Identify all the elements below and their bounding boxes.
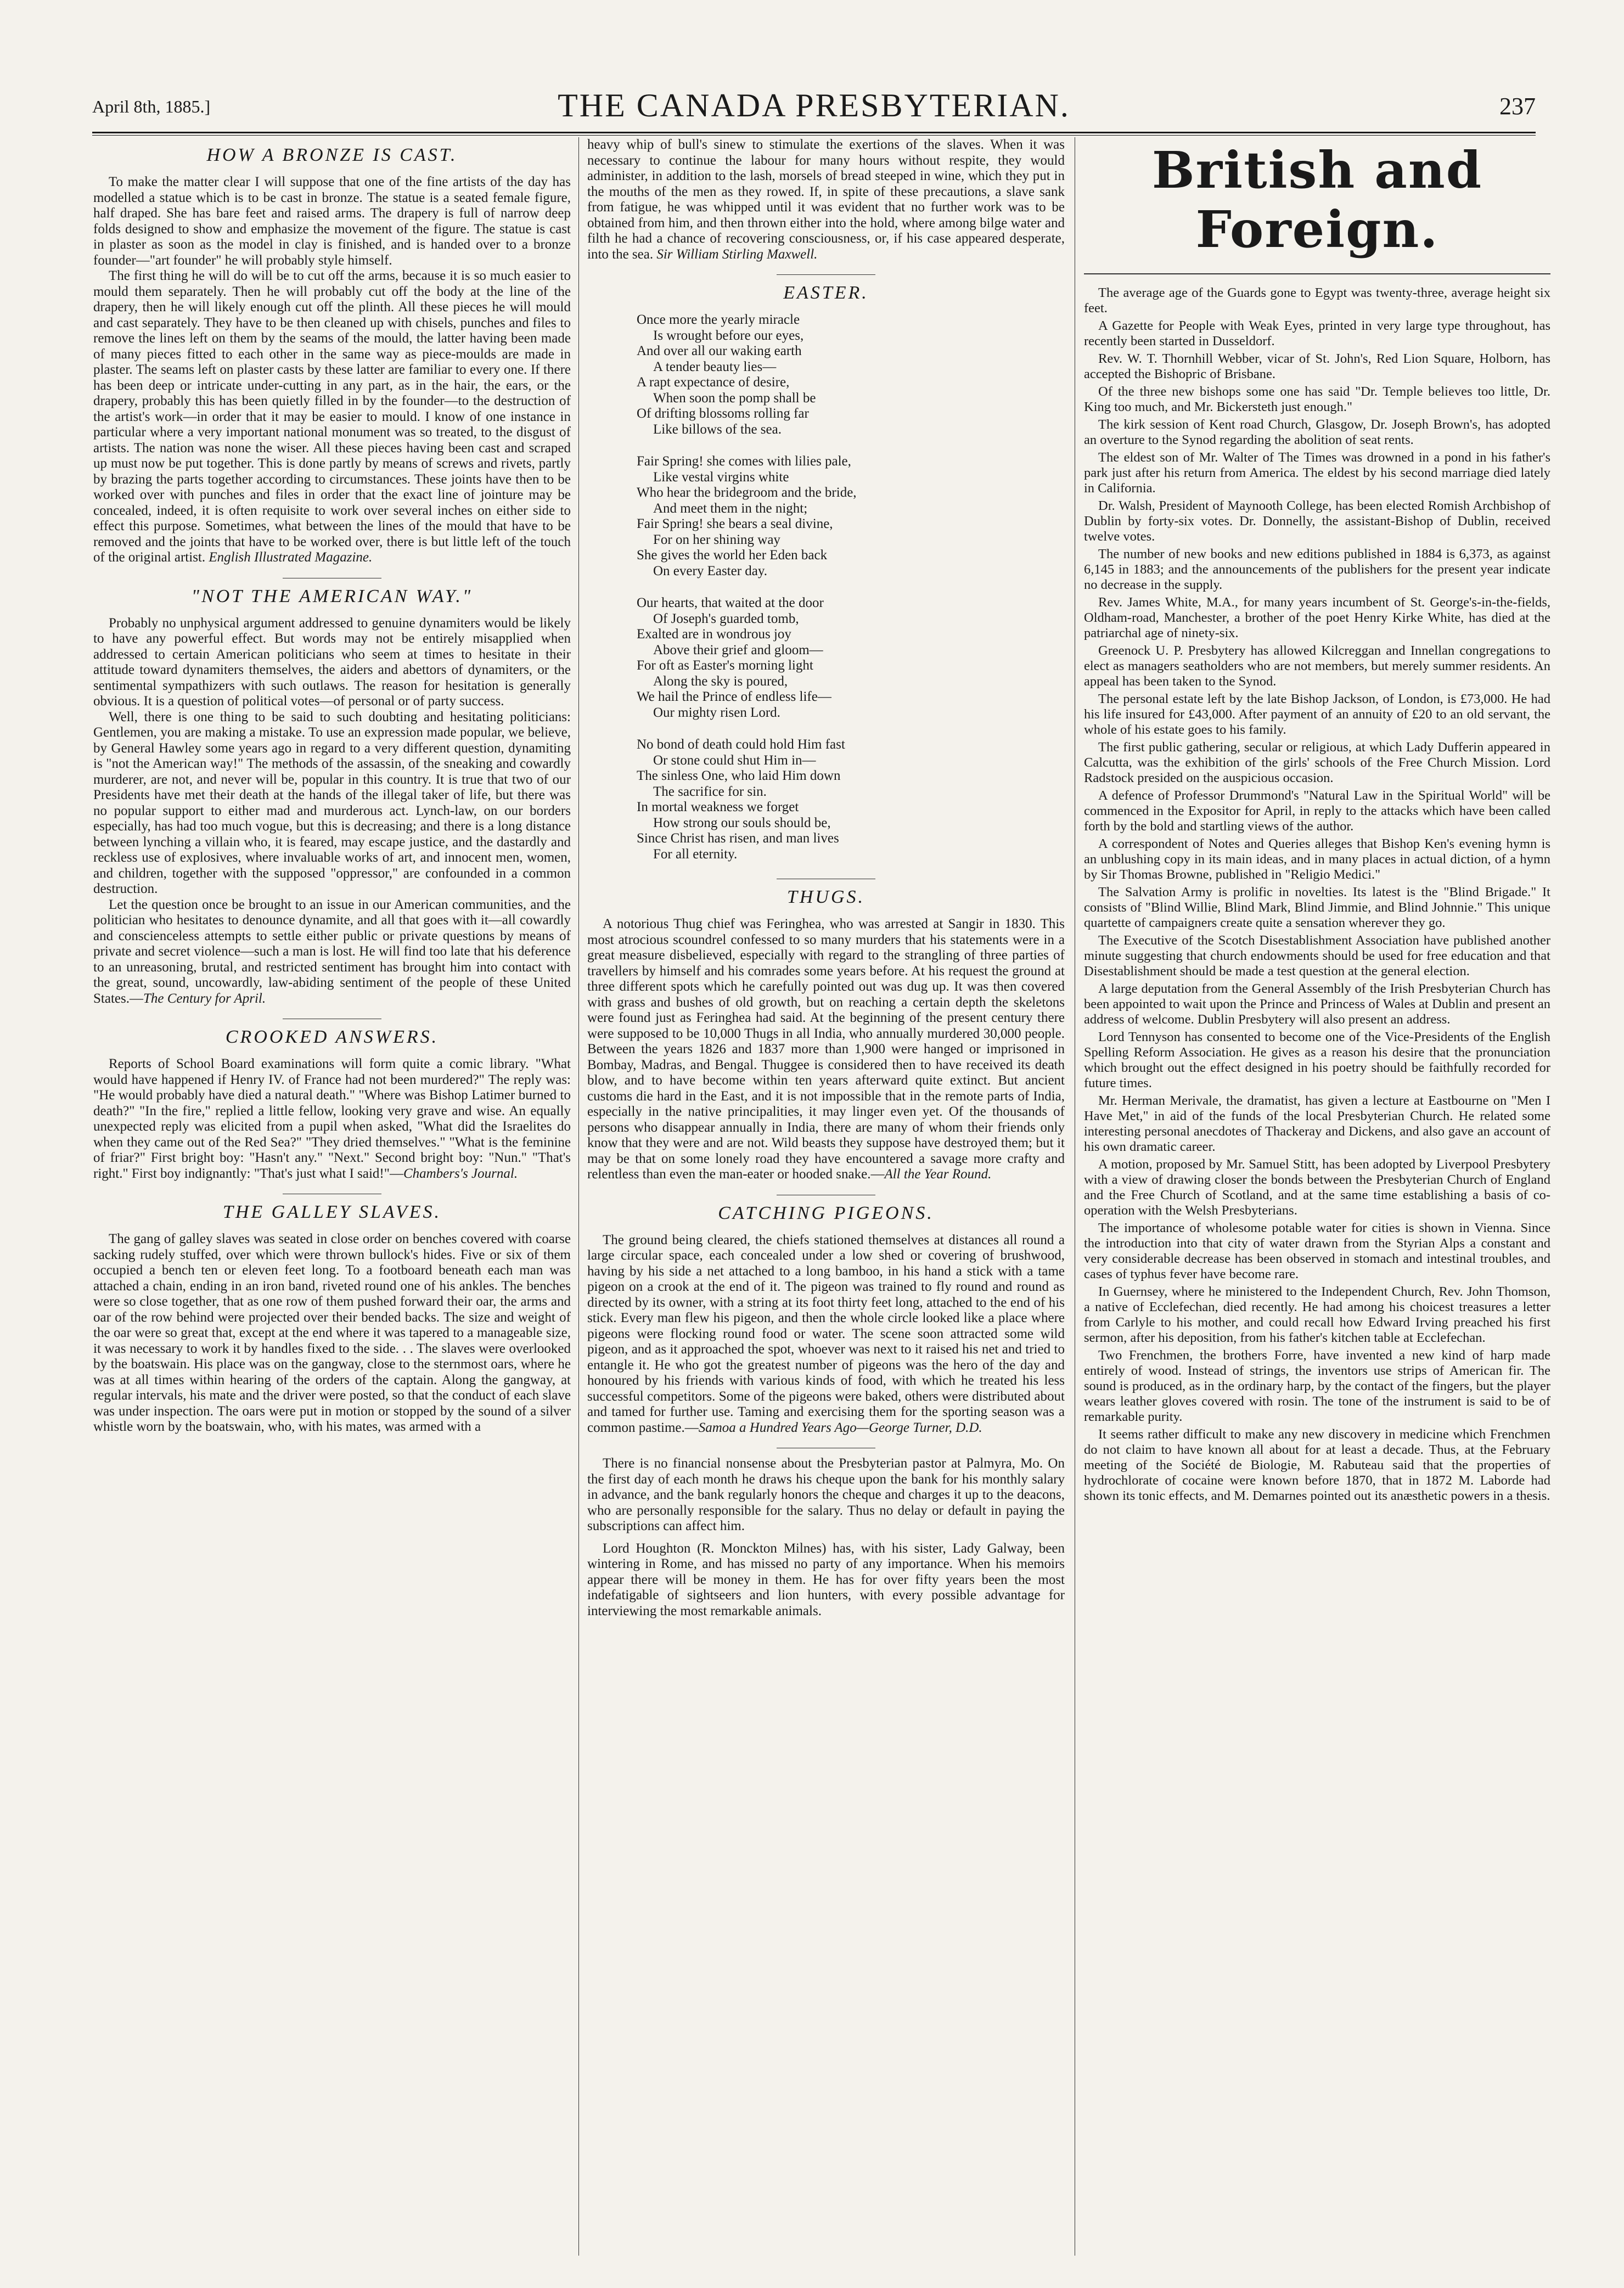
- issue-date: April 8th, 1885.]: [92, 97, 211, 116]
- poem-line: No bond of death could hold Him fast: [637, 737, 845, 752]
- poem-line: The sinless One, who laid Him down: [637, 768, 841, 783]
- poem-line: For oft as Easter's morning light: [637, 658, 813, 673]
- news-items-list: [1084, 285, 1550, 1504]
- poem-line: Who hear the bridegroom and the bride,: [637, 485, 857, 500]
- poem-line: Is wrought before our eyes,: [653, 328, 804, 343]
- poem-line: Fair Spring! she bears a seal divine,: [637, 516, 833, 531]
- page-header: [92, 87, 1536, 131]
- article-paragraph: Probably no unphysical argument addressed to genuine dynamiters would be likely to have any powerful effect. But words may not be entirely misapplied when addressed to certain American politicians who seem at times to hesitate in their attitude toward dynamiters themselves, the aiders and abettors of dynamiters, or the sentimental sympathizers with such outlaws. The reason for hesitation is generally obvious. It is a question of political votes—of personal or of party success.: [93, 615, 571, 709]
- article-paragraph: Well, there is one thing to be said to such doubting and hesitating politicians: Gentlemen, you are making a mistake. To use an expression made popular, we believe, by General Hawley some years ago in regard to a very different question, dynamiting is "not the American way!" The methods of the assassin, of the sneaking and cowardly murderer, are not, and never will be, popular in this country. It is true that two of our Presidents have met their death at the hands of the illegal taker of life, but there was no popular support to either mad and murderous act. Lynch-law, on our borders especially, has had too much vogue, but this is decreasing; and there is a long distance between lynching a villain who, it is feared, may escape justice, and the dastardly and reckless use of explosives, where invaluable works of art, and innocent men, women, and children, together with the supposed "oppressor," are confounded in a common destruction.: [93, 709, 571, 896]
- poem-line: The sacrifice for sin.: [653, 784, 767, 799]
- news-item: Of the three new bishops some one has said "Dr. Temple believes too little, Dr. King too much, and Mr. Bickersteth just enough.": [1084, 384, 1550, 414]
- article-title: CATCHING PIGEONS.: [718, 1202, 934, 1223]
- news-item: The kirk session of Kent road Church, Glasgow, Dr. Joseph Brown's, has adopted an overture to the Synod regarding the abolition of seat rents.: [1084, 417, 1550, 447]
- poem-line: Like vestal virgins white: [653, 469, 789, 485]
- section-rule: [777, 274, 875, 275]
- notes-block: [587, 1456, 1065, 1619]
- poem-line: And meet them in the night;: [653, 501, 808, 516]
- article-source: The Century for April.: [143, 991, 266, 1006]
- news-item: A Gazette for People with Weak Eyes, printed in very large type throughout, has recently been started in Dusseldorf.: [1084, 318, 1550, 348]
- column-2: [587, 137, 1065, 2261]
- poem-line: Our hearts, that waited at the door: [637, 595, 824, 610]
- article-paragraph: Let the question once be brought to an issue in our American communities, and the politician who hesitates to denounce dynamite, and all that goes with it—all cowardly and conscienceless attempts to settle either public or private questions by means of private and secret violence—such a man is lost. He will find too late that his deference to an unreasoning, brutal, and restricted sentiment has brought him into contact with the great, sound, uncowardly, law-abiding sentiment of the people of these United States.—The Century for April.: [93, 897, 571, 1006]
- header-rule: [92, 132, 1536, 133]
- news-item: Dr. Walsh, President of Maynooth College, has been elected Romish Archbishop of Dublin by forty-six votes. Dr. Donnelly, the assistant-Bishop of Dublin, received twelve votes.: [1084, 498, 1550, 544]
- news-item: The average age of the Guards gone to Egypt was twenty-three, average height six feet.: [1084, 285, 1550, 316]
- news-item: A motion, proposed by Mr. Samuel Stitt, has been adopted by Liverpool Presbytery with a view of drawing closer the bonds between the Presbyterian Church of England and the Free Church of Scotland, and at the same time establishing a basis of co-operation with the Welsh Presbyterians.: [1084, 1157, 1550, 1218]
- poem-line: Like billows of the sea.: [653, 421, 782, 437]
- poem-line: Our mighty risen Lord.: [653, 705, 780, 720]
- article-source: English Illustrated Magazine.: [209, 550, 373, 565]
- article-catching-pigeons: [587, 1203, 1065, 1436]
- article-title: CROOKED ANSWERS.: [225, 1027, 439, 1047]
- poem-easter: [587, 283, 1065, 862]
- poem-line: How strong our souls should be,: [653, 815, 831, 830]
- article-bronze: [93, 145, 571, 566]
- article-source: Chambers's Journal.: [403, 1166, 518, 1181]
- masthead-title: THE CANADA PRESBYTERIAN.: [558, 87, 1070, 123]
- poem-line: Or stone could shut Him in—: [653, 752, 816, 768]
- news-item: A correspondent of Notes and Queries alleges that Bishop Ken's evening hymn is an unblushing copy in its main ideas, and in many places in actual diction, of a hymn by Sir Thomas Browne, published in "Religio Medici.": [1084, 836, 1550, 882]
- poem-line: Above their grief and gloom—: [653, 642, 823, 657]
- poem-line: And over all our waking earth: [637, 344, 802, 358]
- article-paragraph: A notorious Thug chief was Feringhea, who was arrested at Sangir in 1830. This most atrocious scoundrel confessed to so many murders that his statements were in a great measure disbelieved, especially with regard to the strangling of three parties of travellers by himself and his comrades some years before. At his request the ground at three different spots which he carefully pointed out was dug up. It was then covered with grass and bushes of old growth, but on reaching a certain depth the skeletons were found just as Feringhea had said. At the beginning of the present century there were supposed to be 10,000 Thugs in all India, who annually murdered 30,000 people. Between the years 1826 and 1837 more than 1,900 were hanged or imprisoned in Bombay, Madras, and Bengal. Thuggee is considered then to have received its death blow, and to have become within ten years afterward quite extinct. But ancient customs die hard in the East, and it is not impossible that in the remote parts of India, especially in the native principalities, it may linger even yet. Of the thousands of persons who disappear annually in India, there are many of whom their friends only know that they were and are not. Wild beasts they suppose have destroyed them; but it may be that on some lonely road they have encountered a savage more crafty and relentless than even the man-eater or hooded snake.—All the Year Round.: [587, 917, 1065, 1182]
- article-source: All the Year Round.: [884, 1167, 992, 1182]
- news-item: It seems rather difficult to make any new discovery in medicine which Frenchmen do not claim to have known all about for at least a decade. Thus, at the February meeting of the Société de Biologie, M. Rabuteau said that the properties of hydrochlorate of cocaine were known before 1870, that in 1872 M. Laborde had shown its tonic effects, and M. Demarnes pointed out its anæsthetic powers in a thesis.: [1084, 1427, 1550, 1503]
- news-item: Two Frenchmen, the brothers Forre, have invented a new kind of harp made entirely of wood. Instead of strings, the inventors use strips of American fir. The sound is produced, as in the ordinary harp, by the contact of the fingers, but the player wears leather gloves covered with rosin. The tone of the instrument is said to be of remarkable purity.: [1084, 1348, 1550, 1424]
- news-item: Greenock U. P. Presbytery has allowed Kilcreggan and Innellan congregations to elect as managers seatholders who are not members, but merely summer residents. An appeal has been taken to the Synod.: [1084, 643, 1550, 689]
- article-galley-slaves: [93, 1202, 571, 1435]
- article-title: "NOT THE AMERICAN WAY.": [191, 586, 473, 606]
- poem-line: Fair Spring! she comes with lilies pale,: [637, 454, 851, 469]
- poem-line: A tender beauty lies—: [653, 359, 777, 374]
- page-number: 237: [1499, 93, 1536, 120]
- poem-line: In mortal weakness we forget: [637, 800, 799, 814]
- article-paragraph: The first thing he will do will be to cut off the arms, because it is so much easier to mould them separately. Then he will probably cut off the body at the line of the drapery, then he will likely enough cut off the plinth. All these pieces he will mould and cast separately. They have to be then cleaned up with chisels, punches and files to remove the lines left on them by the seams of the mould, the latter having been made of many pieces fitted to each other in the same way as piece-moulds are made in plaster. The seams left on plaster casts by these latter are familiar to every one. If there has been deep or intricate under-cutting in any part, as in the hair, the ears, or the drapery, probably this has been quietly filled in by the founder—to the destruction of the artist's work—in order that it may be easier to mould. I know of one instance in particular where a very important national monument was so treated, to the disgust of artists. The nation was none the wiser. All these pieces having been cast and scraped up must now be put together. This is done partly by means of screws and rivets, partly by brazing the parts together according to circumstances. These joints have then to be worked over with punches and files in order that the exact line of jointure may be concealed, indeed, it is often requisite to work over several inches on either side to effect this purpose. Sometimes, what between the lines of the mould that have to be removed and the joints that have to be worked over, there is but little left of the touch of the original artist. English Illustrated Magazine.: [93, 268, 571, 565]
- poem-stanza: [637, 737, 1065, 862]
- poem-line: For all eternity.: [653, 846, 738, 862]
- poem-line: Since Christ has risen, and man lives: [637, 831, 839, 846]
- article-paragraph: heavy whip of bull's sinew to stimulate the exertions of the slaves. When it was necessary to continue the labour for many hours without respite, they would administer, in addition to the lash, morsels of bread steeped in wine, which they put in the mouths of the men as they rowed. If, in spite of these precautions, a slave sank from fatigue, he was whipped until it was evident that no further work was to be obtained from him, and then thrown either into the hold, where among bilge water and filth he had a chance of recovering consciousness, or, if his case appeared desperate, into the sea. Sir William Stirling Maxwell.: [587, 137, 1065, 262]
- news-item: The importance of wholesome potable water for cities is shown in Vienna. Since the introduction into that city of water drawn from the Styrian Alps a constant and very considerable decrease has been observed in stomach and intestinal troubles, and cases of typhus fever have become rare.: [1084, 1221, 1550, 1281]
- article-galley-slaves-continued: [587, 137, 1065, 262]
- article-paragraph: The ground being cleared, the chiefs stationed themselves at distances all round a large circular space, each concealed under a low shed or covering of brushwood, having by his side a net attached to a long bamboo, in his hand a stick with a tame pigeon on a crook at the end of it. The pigeon was trained to fly round and round as directed by its owner, with a string at its foot thirty feet long, attached to the end of his stick. Every man flew his pigeon, and then the whole circle looked like a place where pigeons were flocking round food or water. The scene soon attracted some wild pigeon, and as it approached the spot, whoever was next to it raised his net and tried to entangle it. He who got the greatest number of pigeons was the hero of the day and honoured by his friends with various kinds of food, with which he treated his less successful competitors. Some of the pigeons were baked, others were distributed about and tamed for further use. Taming and exercising them for the sporting season was a common pastime.—Samoa a Hundred Years Ago—George Turner, D.D.: [587, 1232, 1065, 1435]
- article-paragraph: The gang of galley slaves was seated in close order on benches covered with coarse sacking rudely stuffed, over which were thrown bullock's hides. Five or six of them occupied a bench ten or eleven feet long. To a footboard beneath each man was attached a chain, ending in an iron band, riveted round one of his ankles. The benches were so close together, that as one row of them pushed forward their oar, the arms and oar of the row behind were projected over their bended backs. The size and weight of the oar were so great that, except at the end where it was tapered to a manageable size, it was necessary to work it by handles fixed to the side. . . The slaves were overlooked by the boatswain. His place was on the gangway, close to the sternmost oars, where he was at all times within hearing of the orders of the captain. Along the gangway, at regular intervals, his mate and the driver were posted, so that the conduct of each slave was under inspection. The oars were put in motion or stopped by the sound of a silver whistle worn by the boatswain, who, with his mates, was armed with a: [93, 1232, 571, 1434]
- note-paragraph: There is no financial nonsense about the Presbyterian pastor at Palmyra, Mo. On the first day of each month he draws his cheque upon the bank for his monthly salary in advance, and the bank regularly honors the cheque and charges it up to the deacons, who are personally responsible for the salary. Thus no delay or default in paying the subscriptions can affect him.: [587, 1456, 1065, 1533]
- poem-stanza: [637, 312, 1065, 437]
- article-source: Sir William Stirling Maxwell.: [656, 246, 818, 262]
- column-1: [93, 137, 571, 2261]
- poem-line: Along the sky is poured,: [653, 673, 788, 689]
- poem-stanza: [637, 454, 1065, 579]
- article-american-way: [93, 586, 571, 1007]
- news-item: In Guernsey, where he ministered to the Independent Church, Rev. John Thomson, a native of Ecclefechan, died recently. He had among his choicest treasures a letter from Carlyle to his mother, and could recall how Edward Irving preached his first sermon, after his deposition, from his father's kitchen table at Ecclefechan.: [1084, 1284, 1550, 1345]
- poem-line: When soon the pomp shall be: [653, 390, 816, 406]
- news-item: The personal estate left by the late Bishop Jackson, of London, is £73,000. He had his life insured for £43,000. After payment of an annuity of £20 to an old servant, the whole of his estate goes to his family.: [1084, 692, 1550, 737]
- article-title: HOW A BRONZE IS CAST.: [206, 145, 458, 165]
- news-item: Lord Tennyson has consented to become one of the Vice-Presidents of the English Spelling Reform Association. He gives as a reason his desire that the pronunciation which brought out the effect designed in his poetry should be faithfully recorded for future times.: [1084, 1030, 1550, 1090]
- article-paragraph: Reports of School Board examinations will form quite a comic library. "What would have happened if Henry IV. of France had not been murdered?" The reply was: "He would probably have died a natural death." "Where was Bishop Latimer burned to death?" "In the fire," replied a little fellow, looking very grave and wise. An equally unexpected reply was elicited from a pupil when asked, "What did the Israelites do when they came out of the Red Sea?" "They dried themselves." "What is the feminine of friar?" First bright boy: "Hasn't any." "Next." Second bright boy: "Nun." "That's right." First boy indignantly: "That's just what I said!"—Chambers's Journal.: [93, 1056, 571, 1181]
- note-paragraph: Lord Houghton (R. Monckton Milnes) has, with his sister, Lady Galway, been wintering in Rome, and has missed no party of any importance. When his memoirs appear there will be money in them. He has for over fifty years been the most indefatigable of sightseers and lion hunters, with every possible advantage for interviewing the most remarkable animals.: [587, 1541, 1065, 1618]
- poem-line: We hail the Prince of endless life—: [637, 689, 831, 704]
- news-item: Mr. Herman Merivale, the dramatist, has given a lecture at Eastbourne on "Men I Have Met," in aid of the funds of the local Presbyterian Church. He related some interesting personal anecdotes of Thackeray and Dickens, and also gave an account of his own dramatic career.: [1084, 1093, 1550, 1154]
- article-title: THE GALLEY SLAVES.: [222, 1202, 442, 1222]
- column-3: [1084, 137, 1550, 2261]
- article-title: THUGS.: [786, 887, 866, 907]
- header-rule-thin: [92, 135, 1536, 136]
- poem-line: She gives the world her Eden back: [637, 548, 828, 563]
- news-item: A large deputation from the General Assembly of the Irish Presbyterian Church has been appointed to wait upon the Prince and Princess of Wales at Dublin and present an address of welcome. Dublin Presbytery will also present an address.: [1084, 981, 1550, 1027]
- poem-line: A rapt expectance of desire,: [637, 375, 790, 390]
- poem-line: Of drifting blossoms rolling far: [637, 406, 809, 421]
- article-thugs: [587, 887, 1065, 1183]
- column-divider-1: [578, 137, 579, 2256]
- section-heading-british-foreign: British and Foreign.: [1151, 140, 1483, 259]
- poem-line: Of Joseph's guarded tomb,: [653, 611, 799, 626]
- section-rule: [1084, 273, 1550, 274]
- news-item: The Salvation Army is prolific in novelties. Its latest is the "Blind Brigade." It consists of "Blind Willie, Blind Mark, Blind Jimmie, and Blind Johnnie." This unique quartette of campaigners create quite a sensation wherever they go.: [1084, 885, 1550, 930]
- news-item: The eldest son of Mr. Walter of The Times was drowned in a pond in his father's park just after his return from America. The eldest by his second marriage died lately in California.: [1084, 450, 1550, 496]
- news-item: The Executive of the Scotch Disestablishment Association have published another minute suggesting that church endowments should be used for free education and that Disestablishment should be made a test question at the general election.: [1084, 933, 1550, 979]
- poem-line: On every Easter day.: [653, 563, 768, 578]
- news-item: A defence of Professor Drummond's "Natural Law in the Spiritual World" will be commenced in the Expositor for April, in reply to the attacks which have been called forth by the bold and startling views of the author.: [1084, 788, 1550, 834]
- news-item: The number of new books and new editions published in 1884 is 6,373, as against 6,145 in 1883; and the announcements of the publishers for the present year indicate no decrease in the supply.: [1084, 547, 1550, 592]
- article-paragraph: To make the matter clear I will suppose that one of the fine artists of the day has modelled a statue which is to be cast in bronze. The statue is a seated female figure, half draped. She has bare feet and raised arms. The drapery is full of narrow deep folds designed to show and emphasize the movement of the figure. The statue is cast in plaster as soon as the model in clay is finished, and is handed over to a bronze founder—"art founder" he will probably style himself.: [93, 175, 571, 268]
- poem-title: EASTER.: [783, 283, 869, 303]
- poem-body: [637, 312, 1065, 862]
- poem-line: Exalted are in wondrous joy: [637, 627, 791, 642]
- poem-line: Once more the yearly miracle: [637, 312, 800, 327]
- poem-stanza: [637, 595, 1065, 721]
- news-item: Rev. James White, M.A., for many years incumbent of St. George's-in-the-fields, Oldham-road, Manchester, a brother of the poet Henry Kirke White, has died at the patriarchal age of ninety-six.: [1084, 595, 1550, 640]
- news-item: The first public gathering, secular or religious, at which Lady Dufferin appeared in Calcutta, was the exhibition of the girls' schools of the Free Church Mission. Lord Radstock presided on the auspicious occasion.: [1084, 740, 1550, 785]
- poem-line: For on her shining way: [653, 532, 780, 547]
- news-item: Rev. W. T. Thornhill Webber, vicar of St. John's, Red Lion Square, Holborn, has accepted the Bishopric of Brisbane.: [1084, 351, 1550, 381]
- article-source: Samoa a Hundred Years Ago—George Turner, D.D.: [698, 1420, 982, 1435]
- article-crooked-answers: [93, 1027, 571, 1182]
